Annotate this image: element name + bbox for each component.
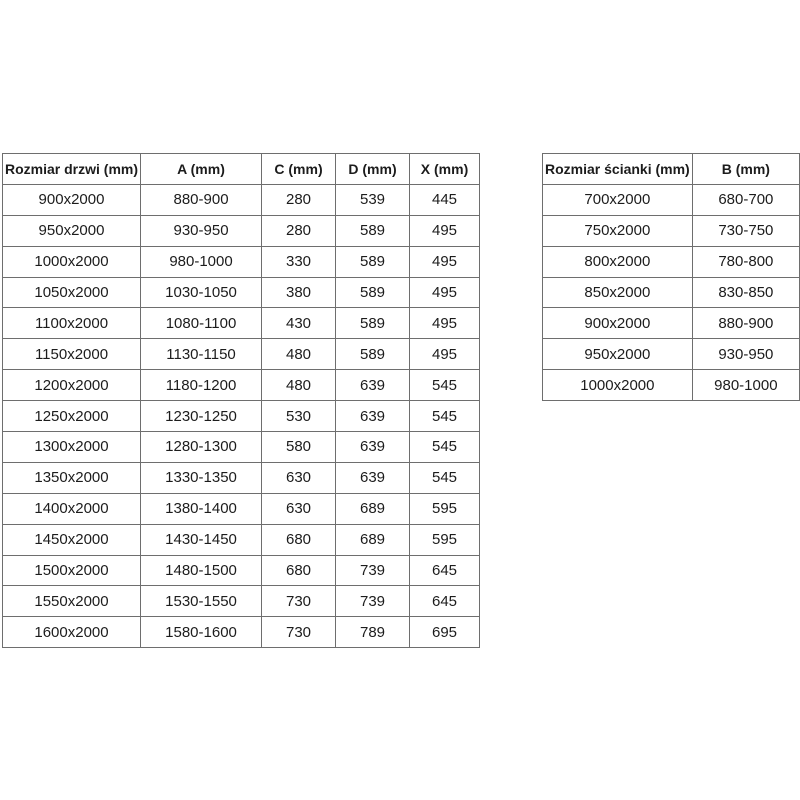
table-cell: 739 [336, 555, 410, 586]
table-cell: 1500x2000 [3, 555, 141, 586]
table-cell: 595 [410, 493, 480, 524]
table-cell: 680 [262, 555, 336, 586]
table-cell: 1530-1550 [141, 586, 262, 617]
wall-sizes-table-body [543, 184, 800, 400]
table-cell: 630 [262, 462, 336, 493]
table-cell: 930-950 [141, 215, 262, 246]
table-cell: 1080-1100 [141, 308, 262, 339]
table-cell: 280 [262, 215, 336, 246]
table-cell: 480 [262, 339, 336, 370]
table-header-row [3, 154, 480, 185]
column-header: X (mm) [410, 154, 480, 185]
table-row [3, 617, 480, 648]
table-cell: 1030-1050 [141, 277, 262, 308]
table-cell: 545 [410, 401, 480, 432]
table-cell: 1000x2000 [3, 246, 141, 277]
table-cell: 950x2000 [543, 339, 693, 370]
table-cell: 689 [336, 493, 410, 524]
door-sizes-table-header [3, 154, 480, 185]
table-row [3, 184, 480, 215]
table-cell: 639 [336, 432, 410, 463]
table-cell: 1280-1300 [141, 432, 262, 463]
table-cell: 1430-1450 [141, 524, 262, 555]
table-cell: 580 [262, 432, 336, 463]
table-row [3, 401, 480, 432]
table-cell: 639 [336, 370, 410, 401]
table-row [3, 586, 480, 617]
table-cell: 680-700 [692, 184, 799, 215]
table-row [3, 462, 480, 493]
table-cell: 800x2000 [543, 246, 693, 277]
table-cell: 689 [336, 524, 410, 555]
table-cell: 495 [410, 308, 480, 339]
table-cell: 1200x2000 [3, 370, 141, 401]
table-row [543, 370, 800, 401]
door-sizes-table [2, 153, 480, 648]
table-cell: 1330-1350 [141, 462, 262, 493]
table-cell: 1400x2000 [3, 493, 141, 524]
table-row [543, 184, 800, 215]
column-header: C (mm) [262, 154, 336, 185]
table-row [543, 246, 800, 277]
table-cell: 700x2000 [543, 184, 693, 215]
table-cell: 1580-1600 [141, 617, 262, 648]
table-cell: 1050x2000 [3, 277, 141, 308]
column-header: A (mm) [141, 154, 262, 185]
table-cell: 645 [410, 586, 480, 617]
table-cell: 589 [336, 277, 410, 308]
table-cell: 589 [336, 339, 410, 370]
table-row [543, 215, 800, 246]
table-cell: 830-850 [692, 277, 799, 308]
table-cell: 589 [336, 246, 410, 277]
column-header: Rozmiar drzwi (mm) [3, 154, 141, 185]
table-cell: 980-1000 [692, 370, 799, 401]
table-cell: 1150x2000 [3, 339, 141, 370]
table-cell: 445 [410, 184, 480, 215]
table-cell: 639 [336, 401, 410, 432]
table-cell: 980-1000 [141, 246, 262, 277]
table-cell: 1250x2000 [3, 401, 141, 432]
table-cell: 495 [410, 339, 480, 370]
table-cell: 1350x2000 [3, 462, 141, 493]
table-cell: 589 [336, 215, 410, 246]
table-row [3, 339, 480, 370]
column-header: B (mm) [692, 154, 799, 185]
table-cell: 695 [410, 617, 480, 648]
column-header: D (mm) [336, 154, 410, 185]
table-cell: 1100x2000 [3, 308, 141, 339]
table-header-row [543, 154, 800, 185]
table-cell: 589 [336, 308, 410, 339]
door-sizes-table-body [3, 184, 480, 647]
table-cell: 530 [262, 401, 336, 432]
table-row [543, 308, 800, 339]
table-cell: 680 [262, 524, 336, 555]
table-cell: 789 [336, 617, 410, 648]
table-cell: 639 [336, 462, 410, 493]
table-cell: 595 [410, 524, 480, 555]
table-cell: 480 [262, 370, 336, 401]
table-cell: 730 [262, 586, 336, 617]
table-cell: 780-800 [692, 246, 799, 277]
table-cell: 539 [336, 184, 410, 215]
table-row [543, 277, 800, 308]
table-cell: 900x2000 [3, 184, 141, 215]
table-cell: 1130-1150 [141, 339, 262, 370]
table-cell: 730 [262, 617, 336, 648]
table-row [3, 277, 480, 308]
table-cell: 495 [410, 215, 480, 246]
table-cell: 880-900 [692, 308, 799, 339]
table-cell: 750x2000 [543, 215, 693, 246]
table-cell: 495 [410, 277, 480, 308]
table-cell: 430 [262, 308, 336, 339]
table-row [3, 493, 480, 524]
table-row [3, 555, 480, 586]
table-cell: 1180-1200 [141, 370, 262, 401]
table-cell: 1380-1400 [141, 493, 262, 524]
table-cell: 730-750 [692, 215, 799, 246]
table-cell: 930-950 [692, 339, 799, 370]
table-cell: 1480-1500 [141, 555, 262, 586]
wall-sizes-table [542, 153, 800, 401]
table-row [3, 308, 480, 339]
table-cell: 330 [262, 246, 336, 277]
table-cell: 380 [262, 277, 336, 308]
table-cell: 739 [336, 586, 410, 617]
table-cell: 900x2000 [543, 308, 693, 339]
wall-sizes-table-header [543, 154, 800, 185]
table-cell: 645 [410, 555, 480, 586]
table-row [543, 339, 800, 370]
table-cell: 630 [262, 493, 336, 524]
table-row [3, 524, 480, 555]
table-cell: 1300x2000 [3, 432, 141, 463]
table-cell: 1550x2000 [3, 586, 141, 617]
table-row [3, 246, 480, 277]
table-cell: 850x2000 [543, 277, 693, 308]
table-cell: 280 [262, 184, 336, 215]
table-cell: 545 [410, 462, 480, 493]
table-cell: 1230-1250 [141, 401, 262, 432]
table-row [3, 215, 480, 246]
table-cell: 1000x2000 [543, 370, 693, 401]
table-cell: 1450x2000 [3, 524, 141, 555]
table-cell: 495 [410, 246, 480, 277]
table-cell: 1600x2000 [3, 617, 141, 648]
table-row [3, 432, 480, 463]
table-cell: 950x2000 [3, 215, 141, 246]
table-cell: 545 [410, 432, 480, 463]
table-cell: 880-900 [141, 184, 262, 215]
table-cell: 545 [410, 370, 480, 401]
column-header: Rozmiar ścianki (mm) [543, 154, 693, 185]
table-row [3, 370, 480, 401]
